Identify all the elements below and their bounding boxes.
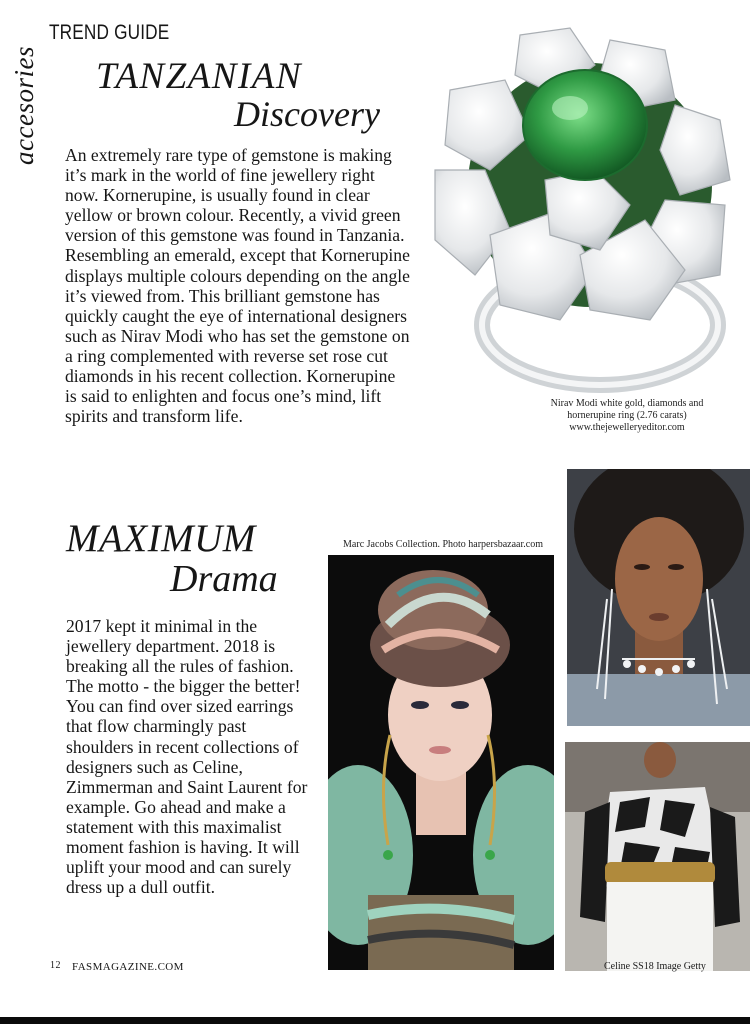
celine-runway-photo	[565, 742, 750, 971]
article2-title-line2: Drama	[170, 558, 278, 600]
trend-guide-heading: TREND GUIDE	[49, 21, 170, 44]
page-number: 12	[50, 960, 61, 971]
vertical-label-text: accesories	[8, 45, 39, 165]
footer-site-name: FASMAGAZINE.COM	[72, 961, 184, 973]
article1-body: An extremely rare type of gemstone is making it’s mark in the world of fine jewellery right now. Kornerupine, is usually found in clear yellow or brown colour. Recently, a vivid green version of this gemstone was found in Tanzania. Resembling an emerald, except that Kornerupine displays multiple colours depending on the angle it’s viewed from. This brilliant gemstone has quickly caught the eye of international designers such as Nirav Modi who has set the gemstone on a ring complemented with reverse set rose cut diamonds in his recent collection. Kornerupine is said to enlighten and focus one’s mind, lift spirits and transform life.	[65, 145, 410, 427]
ring-photo-caption	[528, 398, 726, 434]
celine-caption: Celine SS18 Image Getty	[604, 961, 706, 972]
ring-caption-line2: hornerupine ring (2.76 carats)	[567, 410, 687, 421]
article2-body: 2017 kept it minimal in the jewellery department. 2018 is breaking all the rules of fashion. The motto - the bigger the better! You can find over sized earrings that flow charmingly past shoulders in recent collections of designers such as Celine, Zimmerman and Saint Laurent for example. Go ahead and make a statement with this maximalist moment fashion is having. It will uplift your mood and can surely dress up a dull outfit.	[66, 616, 308, 898]
model-earrings-photo	[567, 469, 750, 726]
marc-jacobs-caption: Marc Jacobs Collection. Photo harpersbazaar.com	[343, 539, 543, 550]
ring-photo	[420, 20, 750, 400]
article1-title-line1: TANZANIAN	[96, 56, 303, 97]
article1-title-line2: Discovery	[234, 94, 380, 134]
marc-jacobs-model-photo	[328, 555, 554, 970]
section-vertical-label	[2, 40, 46, 170]
ring-caption-line3: www.thejewelleryeditor.com	[569, 422, 685, 433]
article2-title-line1: MAXIMUM	[66, 517, 256, 560]
ring-caption-line1: Nirav Modi white gold, diamonds and	[550, 398, 704, 409]
bottom-bar	[0, 1017, 750, 1024]
